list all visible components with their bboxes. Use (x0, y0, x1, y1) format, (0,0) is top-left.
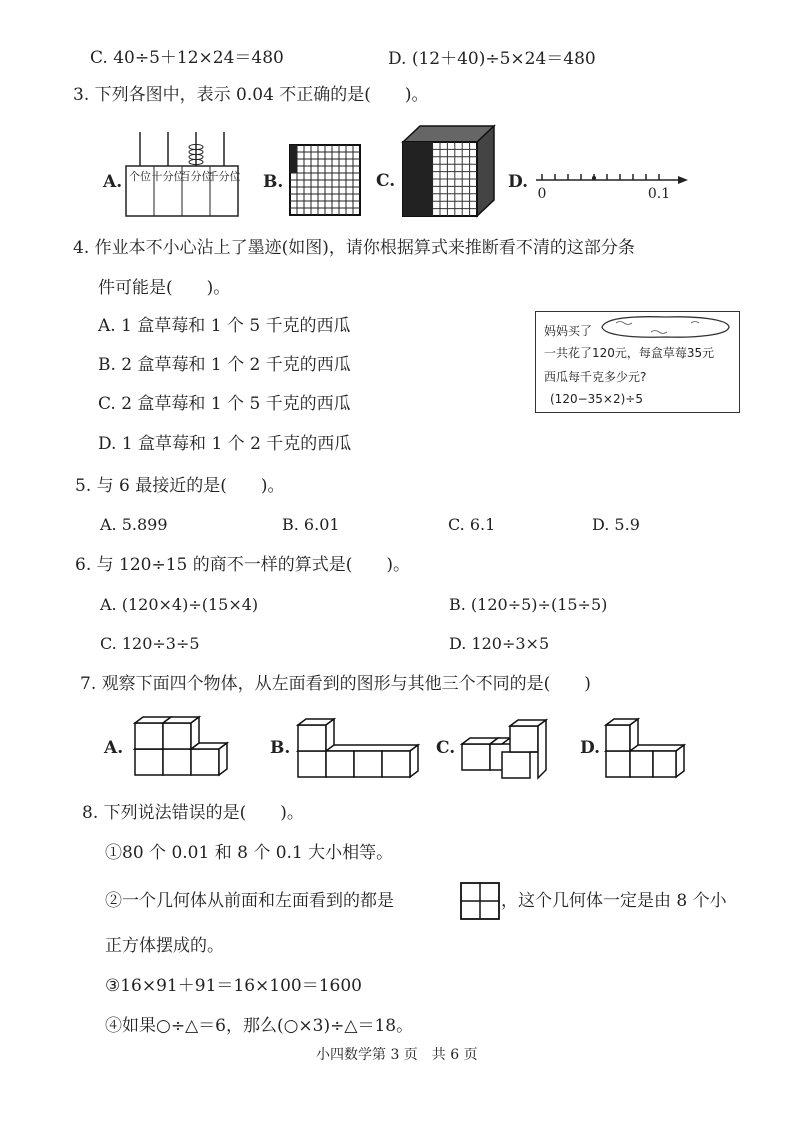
q2-option-d: D. (12＋40)÷5×24＝480 (388, 49, 596, 69)
q4-option-c: C. 2 盒草莓和 1 个 5 千克的西瓜 (98, 394, 351, 414)
q7-label-c: C. (436, 738, 456, 758)
abacus-col-3: 百分位 (179, 170, 213, 183)
q5-option-b: B. 6.01 (282, 515, 340, 534)
page-footer: 小四数学第 3 页 共 6 页 (316, 1047, 478, 1063)
q5-option-c: C. 6.1 (448, 515, 496, 534)
object-d-figure (603, 714, 687, 780)
q7-question: 7. 观察下面四个物体，从左面看到的图形与其他三个不同的是( ) (80, 674, 591, 694)
q6-option-c: C. 120÷3÷5 (100, 634, 200, 653)
abacus-col-1: 个位 (129, 170, 151, 183)
q3-question: 3. 下列各图中，表示 0.04 不正确的是( )。 (73, 85, 429, 105)
q8-statement-2b: ，这个几何体一定是由 8 个小 (501, 891, 727, 911)
q8-statement-4: ④如果○÷△＝6，那么(○×3)÷△＝18。 (105, 1016, 414, 1036)
q3-label-a: A. (103, 172, 123, 192)
q8-statement-1: ①80 个 0.01 和 8 个 0.1 大小相等。 (105, 843, 394, 863)
abacus-col-4: 千分位 (207, 170, 240, 183)
note-line-1: 妈妈买了 (544, 324, 593, 338)
hundred-grid-figure (289, 144, 361, 216)
q4-option-b: B. 2 盒草莓和 1 个 2 千克的西瓜 (98, 355, 351, 375)
object-c-figure (458, 712, 550, 780)
number-line-start: 0 (537, 186, 547, 202)
note-line-4: (120−35×2)÷5 (550, 392, 643, 406)
q6-option-a: A. (120×4)÷(15×4) (100, 595, 259, 614)
object-b-figure (293, 718, 423, 780)
q6-option-d: D. 120÷3×5 (449, 634, 550, 653)
q8-question: 8. 下列说法错误的是( )。 (82, 803, 304, 823)
note-line-2: 一共花了120元，每盒草莓35元 (544, 346, 715, 360)
number-line-end: 0.1 (647, 186, 671, 202)
q4-option-a: A. 1 盒草莓和 1 个 5 千克的西瓜 (98, 316, 351, 336)
q3-label-b: B. (263, 172, 284, 192)
q8-statement-2c: 正方体摆成的。 (105, 936, 224, 956)
abacus-col-2: 十分位 (151, 170, 185, 183)
note-line-3: 西瓜每千克多少元? (544, 370, 647, 384)
q4-question-line2: 件可能是( )。 (98, 278, 231, 298)
number-line-figure (528, 168, 690, 202)
q6-option-b: B. (120÷5)÷(15÷5) (449, 595, 608, 614)
two-square-view-figure (460, 882, 500, 920)
q4-question-line1: 4. 作业本不小心沾上了墨迹(如图)，请你根据算式来推断看不清的这部分条 (73, 238, 635, 258)
q5-question: 5. 与 6 最接近的是( )。 (75, 476, 285, 496)
q5-option-a: A. 5.899 (100, 515, 168, 534)
thousand-cube-figure (400, 124, 496, 218)
q3-label-d: D. (508, 172, 529, 192)
q7-label-a: A. (104, 738, 124, 758)
q7-label-b: B. (270, 738, 291, 758)
q4-option-d: D. 1 盒草莓和 1 个 2 千克的西瓜 (98, 434, 352, 454)
q3-label-c: C. (376, 171, 396, 191)
q6-question: 6. 与 120÷15 的商不一样的算式是( )。 (75, 555, 411, 575)
abacus-figure (125, 130, 240, 218)
object-a-figure (130, 712, 240, 778)
ink-stained-note (535, 311, 740, 413)
ink-blot (596, 314, 734, 340)
q2-option-c: C. 40÷5＋12×24＝480 (90, 48, 284, 68)
q7-label-d: D. (580, 738, 601, 758)
q8-statement-3: ③16×91＋91＝16×100＝1600 (105, 976, 362, 996)
q5-option-d: D. 5.9 (592, 515, 640, 534)
q8-statement-2a: ②一个几何体从前面和左面看到的都是 (105, 891, 394, 911)
